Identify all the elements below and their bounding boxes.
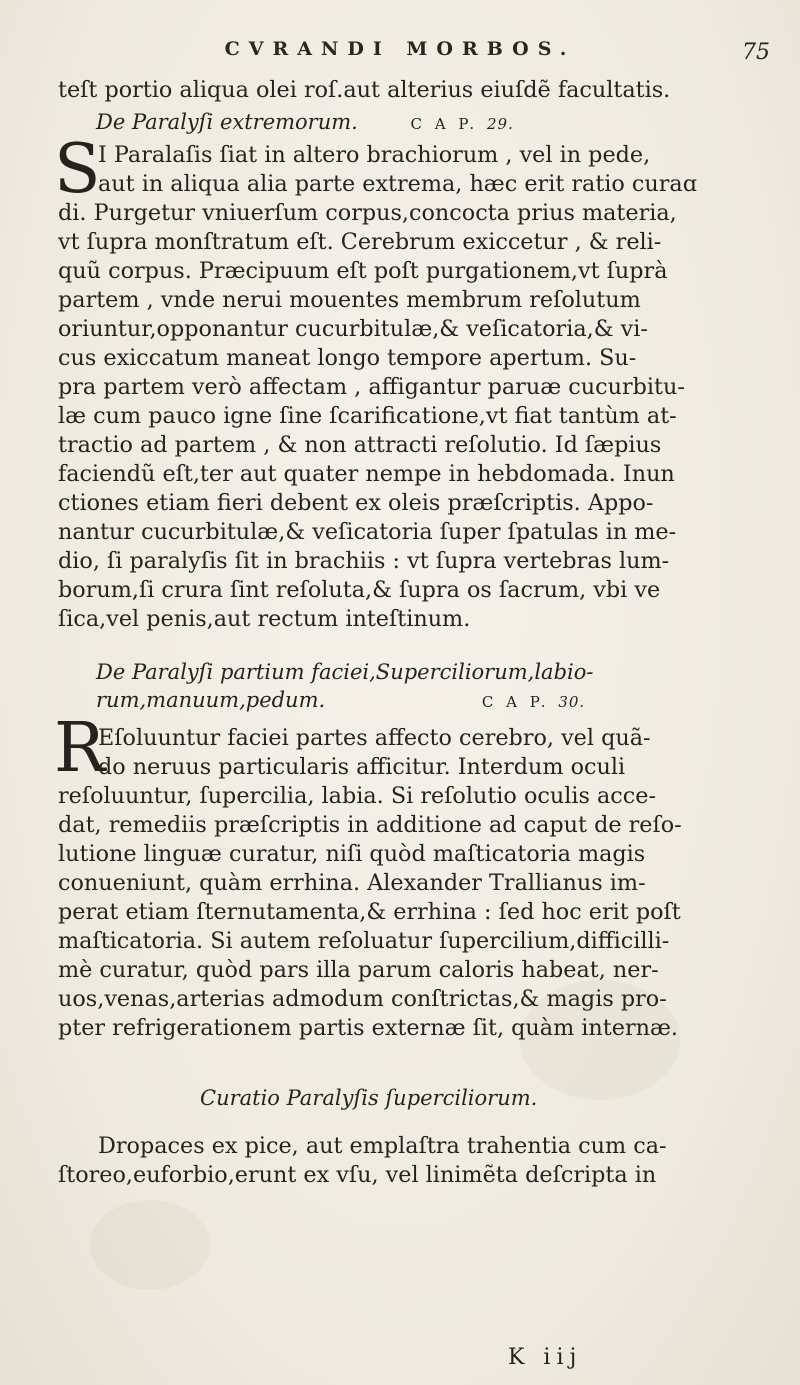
chapter-title-line: De Paralyſi partium faciei,Superciliorum,labio- <box>96 660 594 684</box>
text-line: tractio ad partem , & non attracti reſolutio. Id ſæpius <box>58 432 662 458</box>
chapter-heading-29 <box>96 110 756 134</box>
text-line: mè curatur, quòd pars illa parum caloris habeat, ner- <box>58 957 659 983</box>
chapter-30-body <box>58 724 718 1043</box>
text-line: faciendũ eſt,ter aut quater nempe in hebdomada. Inun <box>58 461 675 487</box>
text-line: quũ corpus. Præcipuum eſt poſt purgationem,vt ſuprà <box>58 258 668 284</box>
text-line: partem , vnde nerui mouentes membrum reſolutum <box>58 287 641 313</box>
text-line: dat, remediis præſcriptis in additione ad caput de reſo- <box>58 812 682 838</box>
text-line: læ cum pauco igne ſine ſcarificatione,vt fiat tantùm at- <box>58 403 677 429</box>
chapter-29-body <box>58 141 718 634</box>
chapter-label: C A P. 30. <box>481 693 586 711</box>
carry-over-text <box>58 76 718 105</box>
text-line: lutione linguæ curatur, niſi quòd maſticatoria magis <box>58 841 646 867</box>
drop-capital-r: R <box>54 709 106 788</box>
text-line: vt ſupra monſtratum eſt. Cerebrum exiccetur , & reli- <box>58 229 662 255</box>
running-head: CVRANDI MORBOS. <box>224 38 576 60</box>
text-line: uos,venas,arterias admodum conſtrictas,& magis pro- <box>58 986 667 1012</box>
text-line: Dropaces ex pice, aut emplaſtra trahentia cum ca- <box>98 1133 667 1159</box>
text-line: I Paralaſis ſiat in altero brachiorum , vel in pede, <box>98 142 651 168</box>
text-line: ſtoreo,euforbio,erunt ex vſu, vel linimẽta deſcripta in <box>58 1162 657 1188</box>
paper-stain <box>90 1200 210 1290</box>
chapter-heading-30 <box>96 660 756 684</box>
text-line: cus exiccatum maneat longo tempore apertum. Su- <box>58 345 637 371</box>
chapter-heading-30-cont <box>96 688 756 712</box>
subsection-heading: Curatio Paralyſis ſuperciliorum. <box>200 1086 538 1110</box>
chapter-title-line: rum,manuum,pedum. <box>96 688 326 712</box>
drop-capital-s: S <box>54 130 101 209</box>
text-line: pter refrigerationem partis externæ ſit, quàm internæ. <box>58 1015 679 1041</box>
chapter-label: C A P. 29. <box>410 115 514 133</box>
chapter-title: De Paralyſi extremorum. <box>96 110 358 134</box>
text-line: do neruus particularis afficitur. Interdum oculi <box>98 754 626 780</box>
text-line: perat etiam ſternutamenta,& errhina : ſed hoc erit poſt <box>58 899 681 925</box>
text-line: borum,ſi crura ſint reſoluta,& ſupra os ſacrum, vbi ve <box>58 577 661 603</box>
text-line: pra partem verò affectam , affigantur paruæ cucurbitu- <box>58 374 685 400</box>
text-line: conueniunt, quàm errhina. Alexander Trallianus im- <box>58 870 646 896</box>
signature-mark: K iij <box>508 1345 583 1370</box>
text-line: nantur cucurbitulæ,& veſicatoria ſuper ſpatulas in me- <box>58 519 677 545</box>
text-line: reſoluuntur, ſupercilia, labia. Si reſolutio oculis acce- <box>58 783 657 809</box>
text-line: Eſoluuntur faciei partes affecto cerebro, vel quã- <box>98 725 651 751</box>
text-line: oriuntur,opponantur cucurbitulæ,& veſicatoria,& vi- <box>58 316 648 342</box>
text-line: ſica,vel penis,aut rectum inteſtinum. <box>58 606 471 632</box>
text-line: teſt portio aliqua olei roſ.aut alterius eiuſdẽ facultatis. <box>58 77 671 103</box>
text-line: aut in aliqua alia parte extrema, hæc erit ratio curaɑ <box>98 171 698 197</box>
text-line: maſticatoria. Si autem reſoluatur ſupercilium,difficilli- <box>58 928 670 954</box>
subsection-body <box>58 1132 718 1190</box>
page-number: 75 <box>742 40 770 65</box>
text-line: di. Purgetur vniuerſum corpus,concocta prius materia, <box>58 200 677 226</box>
text-line: ctiones etiam fieri debent ex oleis præſcriptis. Appo- <box>58 490 654 516</box>
text-line: dio, ſi paralyſis ſit in brachiis : vt ſupra vertebras lum- <box>58 548 670 574</box>
